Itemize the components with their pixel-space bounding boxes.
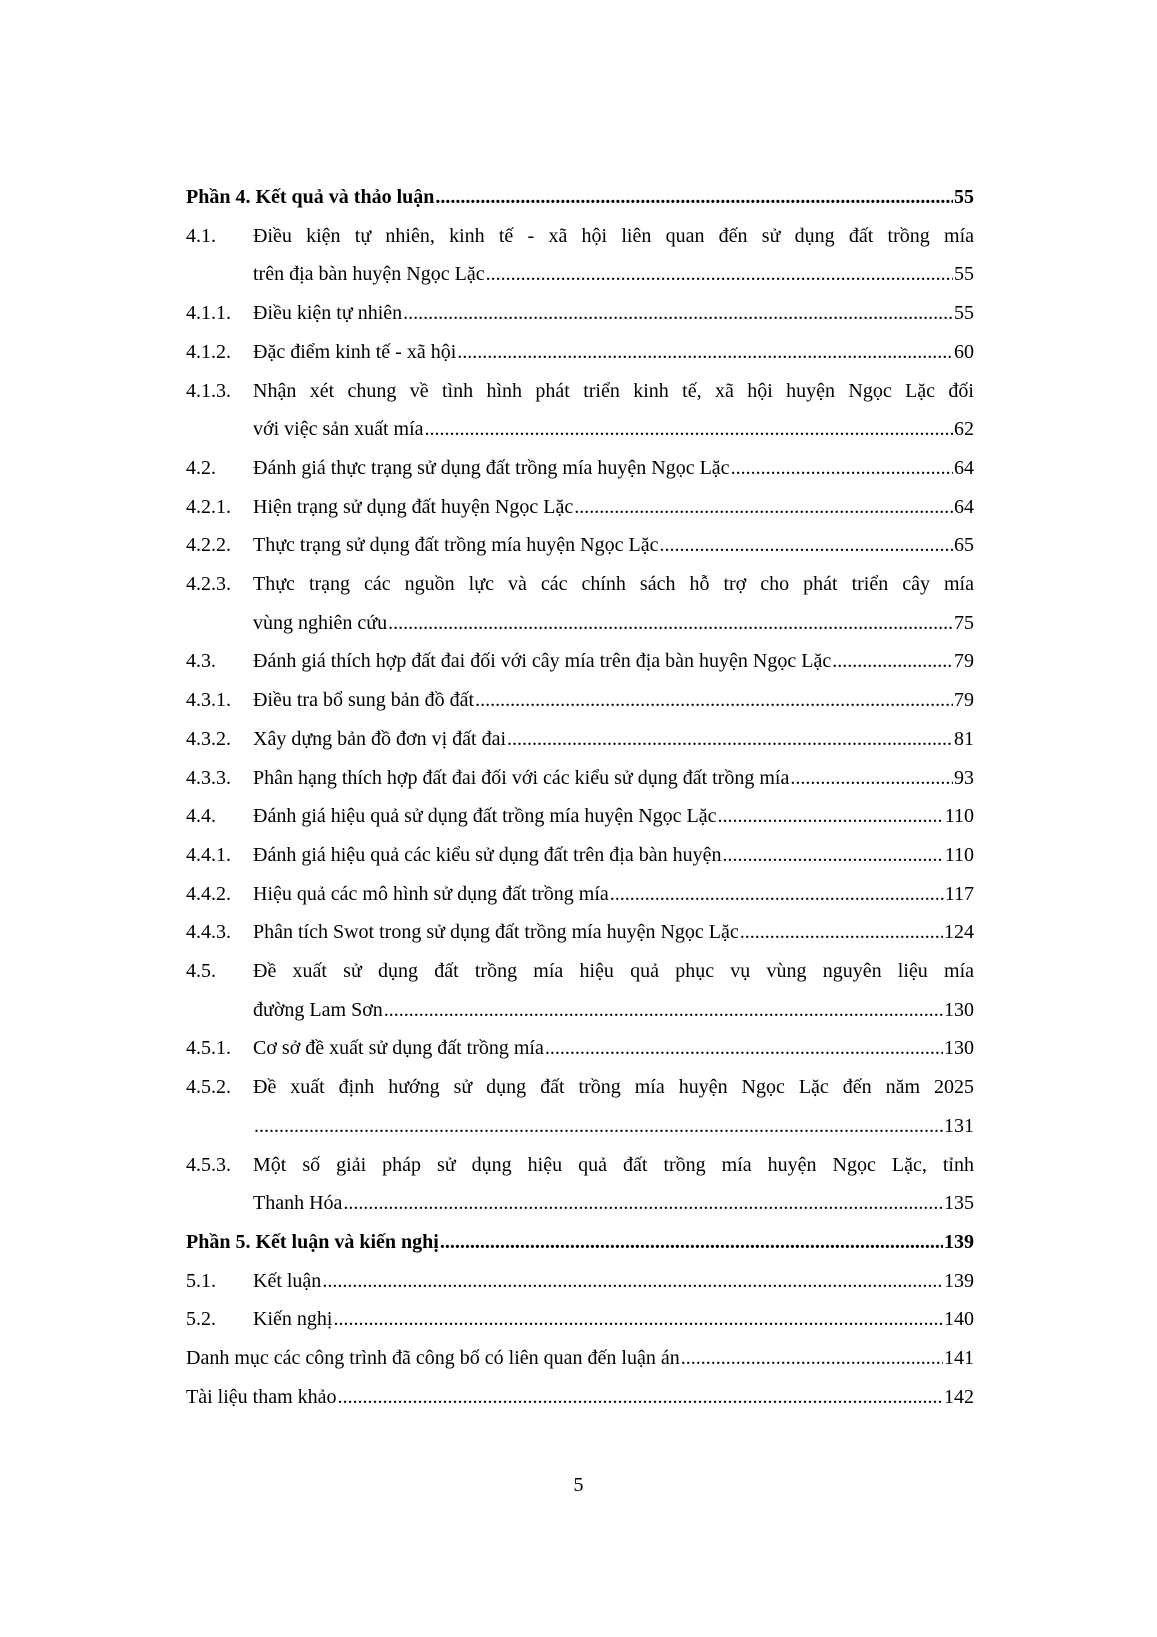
toc-entry-number: 4.5. xyxy=(186,960,216,983)
toc-entry-title-line1: Đề xuất sử dụng đất trồng mía hiệu quả phục vụ vùng nguyên liệu mía xyxy=(253,960,974,983)
table-of-contents xyxy=(186,178,974,1417)
dot-leader xyxy=(384,991,943,1030)
toc-entry-title: Điều tra bổ sung bản đồ đất xyxy=(253,689,475,712)
toc-entry-number: 4.5.2. xyxy=(186,1076,231,1099)
toc-entry-page: 130 xyxy=(944,998,974,1021)
toc-entry-title: Phần 4. Kết quả và thảo luận xyxy=(186,186,435,208)
toc-entry[interactable] xyxy=(186,488,974,527)
toc-entry-number: 5.1. xyxy=(186,1269,216,1292)
toc-entry-page: 75 xyxy=(954,611,974,634)
toc-entry[interactable] xyxy=(186,1339,974,1378)
toc-entry-page: 79 xyxy=(954,650,974,673)
dot-leader xyxy=(681,1339,943,1378)
toc-entry[interactable] xyxy=(186,952,974,1029)
toc-entry[interactable] xyxy=(186,372,974,449)
toc-entry-page: 110 xyxy=(944,805,974,828)
page-number: 5 xyxy=(573,1474,584,1496)
toc-entry-title: đường Lam Sơn xyxy=(253,998,383,1021)
toc-entry[interactable] xyxy=(186,797,974,836)
toc-entry[interactable] xyxy=(186,1262,974,1301)
toc-entry-number: 4.1.3. xyxy=(186,379,231,402)
toc-entry[interactable] xyxy=(186,759,974,798)
toc-entry-title-line1: Điều kiện tự nhiên, kinh tế - xã hội liên quan đến sử dụng đất trồng mía xyxy=(253,224,974,247)
toc-entry-title: vùng nghiên cứu xyxy=(253,611,388,634)
toc-entry-page: 142 xyxy=(944,1385,974,1408)
toc-entry-number: 4.4.2. xyxy=(186,882,231,905)
toc-entry-page: 117 xyxy=(944,882,974,905)
dot-leader xyxy=(722,836,943,875)
toc-entry-number: 4.3.2. xyxy=(186,727,231,750)
dot-leader xyxy=(425,410,953,449)
toc-entry-page: 131 xyxy=(944,1114,974,1137)
toc-entry-number: 4.1.2. xyxy=(186,340,231,363)
toc-entry-number: 5.2. xyxy=(186,1308,216,1331)
toc-entry-title-line1: Thực trạng các nguồn lực và các chính sách hỗ trợ cho phát triển cây mía xyxy=(253,573,974,596)
toc-entry-page: 130 xyxy=(944,1037,974,1060)
toc-entry-number: 4.3. xyxy=(186,650,216,673)
dot-leader xyxy=(832,642,953,681)
dot-leader xyxy=(486,255,953,294)
toc-entry[interactable] xyxy=(186,836,974,875)
toc-entry-number: 4.5.1. xyxy=(186,1037,231,1060)
dot-leader xyxy=(507,720,953,759)
toc-entry-title-line1: Nhận xét chung về tình hình phát triển kinh tế, xã hội huyện Ngọc Lặc đối xyxy=(253,379,974,402)
toc-entry-page: 62 xyxy=(954,418,974,441)
toc-entry[interactable] xyxy=(186,449,974,488)
toc-entry-title: Đánh giá thực trạng sử dụng đất trồng mía huyện Ngọc Lặc xyxy=(253,456,730,479)
toc-entry-number: 4.3.1. xyxy=(186,689,231,712)
toc-entry[interactable] xyxy=(186,565,974,642)
toc-entry-number: 4.1. xyxy=(186,224,216,247)
toc-entry[interactable] xyxy=(186,1223,974,1262)
toc-entry[interactable] xyxy=(186,217,974,294)
toc-entry-number: 4.1.1. xyxy=(186,302,231,325)
toc-entry-page: 139 xyxy=(944,1230,974,1253)
toc-entry-page: 140 xyxy=(944,1308,974,1331)
toc-entry[interactable] xyxy=(186,913,974,952)
toc-entry-title: Kết luận xyxy=(253,1269,322,1292)
dot-leader xyxy=(718,797,944,836)
toc-entry-page: 65 xyxy=(954,534,974,557)
toc-entry-page: 55 xyxy=(954,263,974,286)
toc-entry-number: 4.5.3. xyxy=(186,1153,231,1176)
toc-entry-title: Phân tích Swot trong sử dụng đất trồng mía huyện Ngọc Lặc xyxy=(253,921,739,944)
toc-entry-number: 4.3.3. xyxy=(186,766,231,789)
toc-entry-title: Hiệu quả các mô hình sử dụng đất trồng mía xyxy=(253,882,609,905)
toc-entry-page: 124 xyxy=(944,921,974,944)
dot-leader xyxy=(333,1300,943,1339)
toc-entry-page: 79 xyxy=(954,689,974,712)
toc-entry-page: 81 xyxy=(954,727,974,750)
toc-entry[interactable] xyxy=(186,294,974,333)
toc-entry[interactable] xyxy=(186,1378,974,1417)
dot-leader xyxy=(659,526,953,565)
toc-entry-title: Thực trạng sử dụng đất trồng mía huyện Ngọc Lặc xyxy=(253,534,659,557)
toc-entry-title-line1: Một số giải pháp sử dụng hiệu quả đất trồng mía huyện Ngọc Lặc, tỉnh xyxy=(253,1153,974,1176)
dot-leader xyxy=(322,1262,943,1301)
toc-entry-title: Cơ sở đề xuất sử dụng đất trồng mía xyxy=(253,1037,544,1060)
toc-entry-title-line1: Đề xuất định hướng sử dụng đất trồng mía huyện Ngọc Lặc đến năm 2025 xyxy=(253,1076,974,1099)
toc-entry-number: 4.2.1. xyxy=(186,495,231,518)
dot-leader xyxy=(475,681,953,720)
dot-leader xyxy=(457,333,953,372)
dot-leader xyxy=(338,1378,943,1417)
toc-entry-title: Kiến nghị xyxy=(253,1308,333,1331)
toc-entry-page: 110 xyxy=(944,843,974,866)
toc-entry[interactable] xyxy=(186,642,974,681)
toc-entry-page: 64 xyxy=(954,495,974,518)
dot-leader xyxy=(403,294,953,333)
dot-leader xyxy=(343,1184,943,1223)
toc-entry-title: Đánh giá hiệu quả các kiểu sử dụng đất trên địa bàn huyện xyxy=(253,843,722,866)
toc-entry-page: 64 xyxy=(954,456,974,479)
toc-entry[interactable] xyxy=(186,526,974,565)
toc-entry[interactable] xyxy=(186,1029,974,1068)
dot-leader xyxy=(254,1107,943,1146)
toc-entry-title: trên địa bàn huyện Ngọc Lặc xyxy=(253,263,485,286)
toc-entry[interactable] xyxy=(186,1146,974,1223)
toc-entry-title: Phần 5. Kết luận và kiến nghị xyxy=(186,1230,439,1253)
toc-entry-page: 139 xyxy=(944,1269,974,1292)
dot-leader xyxy=(440,1223,943,1262)
toc-entry-title: với việc sản xuất mía xyxy=(253,418,424,441)
toc-entry-number: 4.4. xyxy=(186,805,216,828)
toc-entry-title: Phân hạng thích hợp đất đai đối với các kiểu sử dụng đất trồng mía xyxy=(253,766,790,789)
toc-entry[interactable] xyxy=(186,681,974,720)
toc-entry-number: 4.4.3. xyxy=(186,921,231,944)
toc-entry-title: Đánh giá thích hợp đất đai đối với cây mía trên địa bàn huyện Ngọc Lặc xyxy=(253,650,832,673)
toc-entry-title: Tài liệu tham khảo xyxy=(186,1385,337,1408)
dot-leader xyxy=(790,759,953,798)
toc-entry[interactable] xyxy=(186,1300,974,1339)
toc-entry-title: Xây dựng bản đồ đơn vị đất đai xyxy=(253,727,507,750)
toc-entry[interactable] xyxy=(186,178,974,217)
toc-entry-number: 4.4.1. xyxy=(186,843,231,866)
toc-entry[interactable] xyxy=(186,333,974,372)
toc-entry-title: Đặc điểm kinh tế - xã hội xyxy=(253,340,457,363)
toc-entry-number: 4.2.2. xyxy=(186,534,231,557)
toc-entry-page: 55 xyxy=(954,186,974,208)
toc-entry-page: 141 xyxy=(944,1347,974,1370)
toc-entry[interactable] xyxy=(186,720,974,759)
toc-entry[interactable] xyxy=(186,875,974,914)
toc-entry-page: 135 xyxy=(944,1192,974,1215)
dot-leader xyxy=(435,178,953,217)
toc-entry-page: 60 xyxy=(954,340,974,363)
toc-entry-title: Thanh Hóa xyxy=(253,1192,343,1215)
dot-leader xyxy=(740,913,943,952)
toc-entry-page: 55 xyxy=(954,302,974,325)
toc-entry-title: Điều kiện tự nhiên xyxy=(253,302,403,325)
dot-leader xyxy=(610,875,944,914)
toc-entry-page: 93 xyxy=(954,766,974,789)
toc-entry-title: Danh mục các công trình đã công bố có liên quan đến luận án xyxy=(186,1347,680,1370)
toc-entry[interactable] xyxy=(186,1068,974,1145)
dot-leader xyxy=(731,449,953,488)
dot-leader xyxy=(388,604,953,643)
toc-entry-number: 4.2.3. xyxy=(186,573,231,596)
dot-leader xyxy=(545,1029,943,1068)
dot-leader xyxy=(574,488,953,527)
toc-entry-title: Đánh giá hiệu quả sử dụng đất trồng mía huyện Ngọc Lặc xyxy=(253,805,717,828)
toc-entry-number: 4.2. xyxy=(186,456,216,479)
toc-entry-title: Hiện trạng sử dụng đất huyện Ngọc Lặc xyxy=(253,495,574,518)
